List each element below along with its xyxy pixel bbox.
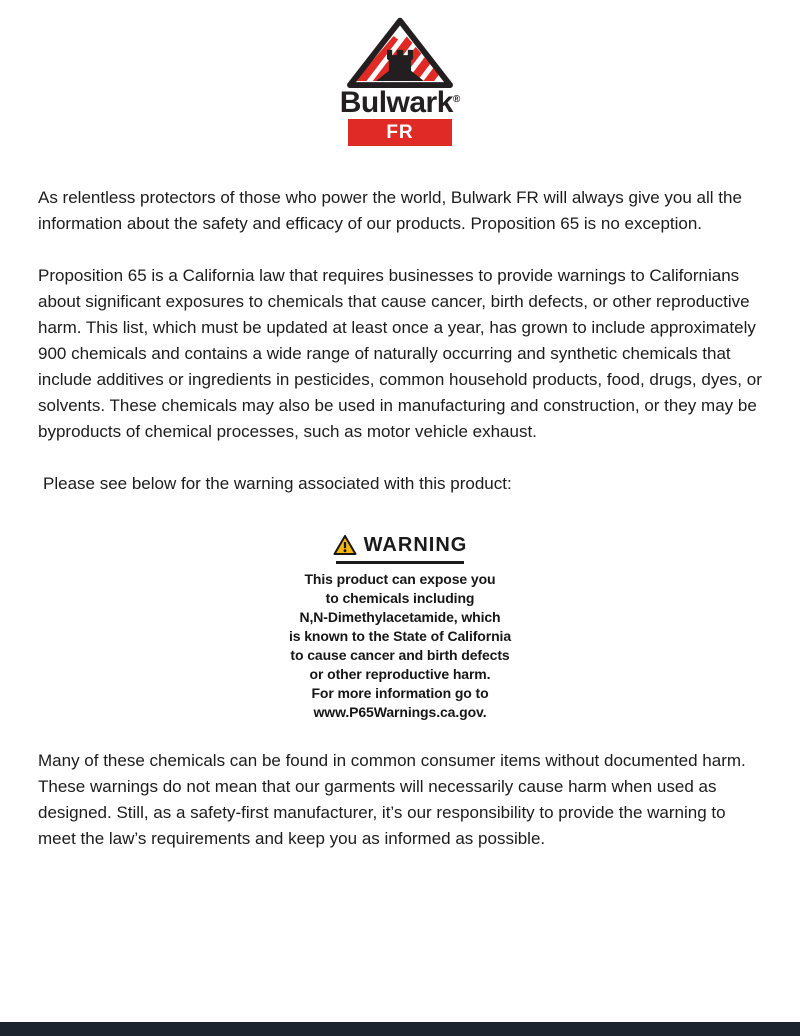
article-footer-text: [0, 748, 800, 852]
brand-name: Bulwark: [339, 86, 453, 119]
paragraph-see-below: Please see below for the warning associated with this product:: [43, 474, 512, 493]
warning-underline: [336, 561, 464, 564]
warning-line: This product can expose you: [304, 571, 496, 587]
warning-text: [260, 570, 540, 722]
warning-line: is known to the State of California: [288, 628, 512, 644]
warning-line: or other reproductive harm.: [309, 666, 491, 682]
paragraph-prop65-description: Proposition 65 is a California law that requires businesses to provide warnings to Californians about significant exposures to chemicals that cause cancer, birth defects, or other reproductive harm. This list, which must be updated at least once a year, has grown to include approximately 900 chemicals and contains a wide range of naturally occurring and synthetic chemicals that include additives or ingredients in pesticides, common household products, food, drugs, dyes, or solvents. These chemicals may also be used in manufacturing and construction, or they may be byproducts of chemical processes, such as motor vehicle exhaust.: [38, 266, 762, 441]
paragraph-closing: Many of these chemicals can be found in common consumer items without documented harm. These warnings do not mean that our garments will necessarily cause harm when used as designed. Still, as a safety-first manufacturer, it’s our responsibility to provide the warning to meet the law’s requirements and keep you as informed as possible.: [38, 751, 746, 848]
warning-line: N,N-Dimethylacetamide, which: [299, 609, 501, 625]
warning-line: to chemicals including: [325, 590, 475, 606]
warning-title: WARNING: [363, 534, 468, 556]
brand-wordmark: [0, 86, 800, 119]
warning-header: [260, 533, 540, 557]
warning-triangle-icon: [333, 534, 357, 556]
fr-badge: [348, 119, 452, 146]
bulwark-triangle-castle-icon: [335, 16, 465, 91]
prop65-warning-label: [260, 533, 540, 722]
warning-line-url: www.P65Warnings.ca.gov.: [313, 704, 487, 720]
warning-line: to cause cancer and birth defects: [290, 647, 510, 663]
footer-bar: [0, 1022, 800, 1036]
paragraph-intro: As relentless protectors of those who power the world, Bulwark FR will always give you all the information about the safety and efficacy of our products. Proposition 65 is no exception.: [38, 188, 742, 233]
warning-line: For more information go to: [311, 685, 489, 701]
registered-mark: ®: [452, 94, 461, 105]
fr-badge-label: FR: [386, 121, 414, 143]
bulwark-logo: [0, 0, 800, 146]
article-body: [0, 185, 800, 497]
